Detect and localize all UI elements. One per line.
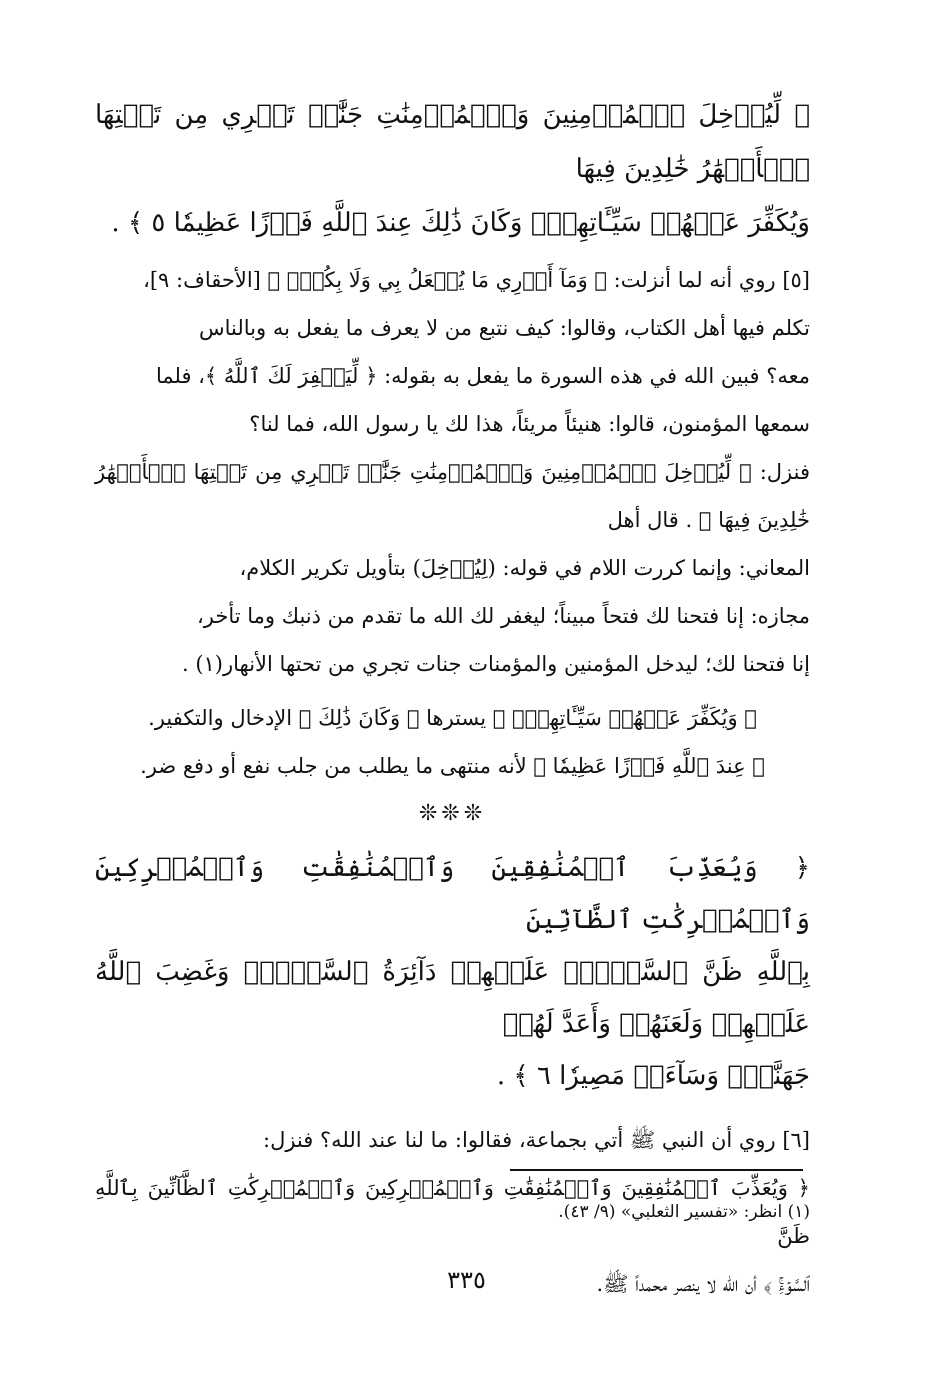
- section-separator: ❊❊❊: [418, 801, 487, 826]
- page-number: ٣٣٥: [447, 1266, 486, 1294]
- commentary-line: ﴿ وَيُعَذِّبَ ٱلۡمُنَٰفِقِينَ وَٱلۡمُنَٰفِقَٰتِ وَٱلۡمُشۡرِكِينَ وَٱلۡمُشۡرِكَٰتِ ٱلظَّآنِّينَ بِٱللَّهِ ظَنَّ: [95, 1176, 810, 1248]
- commentary-5: [95, 256, 810, 688]
- verse-block-1: [95, 88, 810, 250]
- verse-line: ﴿ وَيُعَذِّبَ ٱلۡمُنَٰفِقِينَ وَٱلۡمُنَٰفِقَٰتِ وَٱلۡمُشۡرِكِينَ وَٱلۡمُشۡرِكَٰتِ ٱلظَّآنِّينَ: [95, 853, 810, 935]
- verse-line: وَيُكَفِّرَ عَنۡهُمۡ سَيِّـَٔاتِهِمۡۚ وَكَانَ ذَٰلِكَ عِندَ ٱللَّهِ فَوۡزًا عَظِيمٗا ٥ ﴾ .: [111, 208, 810, 238]
- commentary-line: ٱلسَّوۡءِۚ ﴾ أن الله لا ينصر محمداً ﷺ.: [596, 1272, 810, 1296]
- commentary-line: تكلم فيها أهل الكتاب، وقالوا: كيف نتبع من لا يعرف ما يفعل به وبالناس: [199, 316, 810, 340]
- commentary-line: إنا فتحنا لك؛ ليدخل المؤمنين والمؤمنات جنات تجري من تحتها الأنهار(١) .: [181, 652, 810, 676]
- verse-line: ﴿ لِّيُدۡخِلَ ٱلۡمُؤۡمِنِينَ وَٱلۡمُؤۡمِنَٰتِ جَنَّٰتٖ تَجۡرِي مِن تَحۡتِهَا ٱلۡأَنۡهَٰرُ خَٰلِدِينَ فِيهَا: [95, 100, 810, 184]
- commentary-line: مجازه: إنا فتحنا لك فتحاً مبيناً؛ ليغفر لك الله ما تقدم من ذنبك وما تأخر،: [197, 604, 810, 628]
- footnote-divider: [510, 1169, 803, 1171]
- page-body: [95, 88, 810, 1308]
- footnote: (١) انظر: «تفسير الثعلبي» (٩/ ٤٣).: [558, 1202, 810, 1222]
- commentary-line: [٦] روي أن النبي ﷺ أتي بجماعة، فقالوا: ما لنا عند الله؟ فنزل:: [263, 1128, 810, 1152]
- commentary-line: سمعها المؤمنون، قالوا: هنيئاً مريئاً، هذا لك يا رسول الله، فما لنا؟: [249, 412, 810, 436]
- gloss-line: ﴿ عِندَ ٱللَّهِ فَوۡزًا عَظِيمٗا ﴾ لأنه منتهى ما يطلب من جلب نفع أو دفع ضر.: [140, 754, 765, 778]
- commentary-line: [٥] روي أنه لما أنزلت: ﴿ وَمَآ أَدۡرِي مَا يُفۡعَلُ بِي وَلَا بِكُمۡۖ ﴾ [الأحقاف: ٩]،: [143, 268, 810, 292]
- verse-block-2: [95, 842, 810, 1102]
- gloss-line: ﴿ وَيُكَفِّرَ عَنۡهُمۡ سَيِّـَٔاتِهِمۡۚ ﴾ يسترها ﴿ وَكَانَ ذَٰلِكَ ﴾ الإدخال والتكفير.: [148, 706, 757, 730]
- commentary-line: المعاني: وإنما كررت اللام في قوله: (لِيُدۡخِلَ) بتأويل تكرير الكلام،: [239, 556, 810, 580]
- commentary-line: فنزل: ﴿ لِّيُدۡخِلَ ٱلۡمُؤۡمِنِينَ وَٱلۡمُؤۡمِنَٰتِ جَنَّٰتٖ تَجۡرِي مِن تَحۡتِهَا ٱلۡأَنۡهَٰرُ خَٰلِدِينَ فِيهَا ﴾ . قال أهل: [95, 460, 810, 532]
- commentary-line: معه؟ فبين الله في هذه السورة ما يفعل به بقوله: ﴿ لِّيَغۡفِرَ لَكَ ٱللَّهُ ﴾، فلما: [155, 364, 810, 388]
- verse-line: بِٱللَّهِ ظَنَّ ٱلسَّوۡءِۚ عَلَيۡهِمۡ دَآئِرَةُ ٱلسَّوۡءِۖ وَغَضِبَ ٱللَّهُ عَلَيۡهِمۡ وَلَعَنَهُمۡ وَأَعَدَّ لَهُمۡ: [95, 957, 810, 1039]
- verse-line: جَهَنَّمَۖ وَسَآءَتۡ مَصِيرٗا ٦ ﴾ .: [496, 1061, 810, 1091]
